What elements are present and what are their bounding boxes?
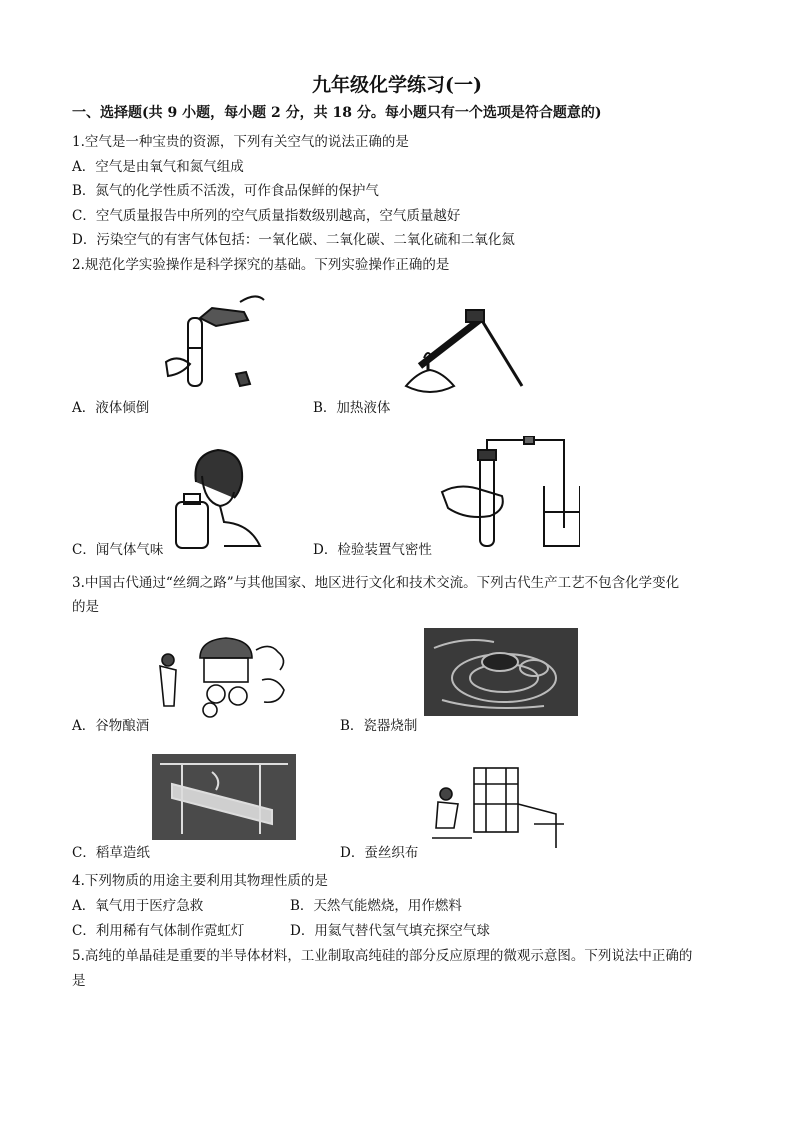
heating-liquid-figure bbox=[398, 306, 528, 398]
grain-brewing-figure bbox=[152, 630, 292, 720]
q1-option-c: C．空气质量报告中所列的空气质量指数级别越高，空气质量越好 bbox=[72, 208, 461, 224]
q5-stem-line2: 是 bbox=[72, 973, 86, 989]
q4-option-d: D．用氦气替代氢气填充探空气球 bbox=[290, 923, 490, 939]
paper-making-figure bbox=[152, 754, 296, 840]
silk-weaving-figure bbox=[424, 764, 574, 850]
q2-option-c: C．闻气体气味 bbox=[72, 542, 164, 558]
q5-stem-line1: 5.高纯的单晶硅是重要的半导体材料，工业制取高纯硅的部分反应原理的微观示意图。下列说法中正确的 bbox=[72, 948, 693, 964]
q1-option-d: D．污染空气的有害气体包括：一氧化碳、二氧化碳、二氧化硫和二氧化氮 bbox=[72, 232, 515, 248]
q1-option-a: A．空气是由氧气和氮气组成 bbox=[72, 159, 244, 175]
airtightness-test-figure bbox=[440, 436, 580, 550]
q2-option-a: A．液体倾倒 bbox=[72, 400, 150, 416]
page-title: 九年级化学练习(一) bbox=[312, 74, 482, 96]
q2-stem: 2.规范化学实验操作是科学探究的基础。下列实验操作正确的是 bbox=[72, 257, 450, 273]
porcelain-firing-figure bbox=[424, 628, 578, 716]
q4-option-c: C．利用稀有气体制作霓虹灯 bbox=[72, 923, 245, 939]
q3-stem-line1: 3.中国古代通过“丝绸之路”与其他国家、地区进行文化和技术交流。下列古代生产工艺不包含化学变化 bbox=[72, 575, 680, 591]
q1-stem: 1.空气是一种宝贵的资源，下列有关空气的说法正确的是 bbox=[72, 134, 409, 150]
q3-option-c: C．稻草造纸 bbox=[72, 845, 150, 861]
q3-option-d: D．蚕丝织布 bbox=[340, 845, 419, 861]
q1-option-b: B．氮气的化学性质不活泼，可作食品保鲜的保护气 bbox=[72, 183, 379, 199]
smelling-gas-figure bbox=[168, 442, 268, 552]
q4-option-b: B．天然气能燃烧，用作燃料 bbox=[290, 898, 462, 914]
q3-option-a: A．谷物酿酒 bbox=[72, 718, 150, 734]
q2-option-b: B．加热液体 bbox=[313, 400, 391, 416]
q4-option-a: A．氧气用于医疗急救 bbox=[72, 898, 204, 914]
liquid-pouring-figure bbox=[152, 288, 272, 394]
section-heading: 一、选择题(共 9 小题，每小题 2 分，共 18 分。每小题只有一个选项是符合题意的) bbox=[72, 105, 602, 121]
q4-stem: 4.下列物质的用途主要利用其物理性质的是 bbox=[72, 873, 328, 889]
q2-option-d: D．检验装置气密性 bbox=[313, 542, 432, 558]
q3-stem-line2: 的是 bbox=[72, 599, 99, 615]
q3-option-b: B．瓷器烧制 bbox=[340, 718, 418, 734]
